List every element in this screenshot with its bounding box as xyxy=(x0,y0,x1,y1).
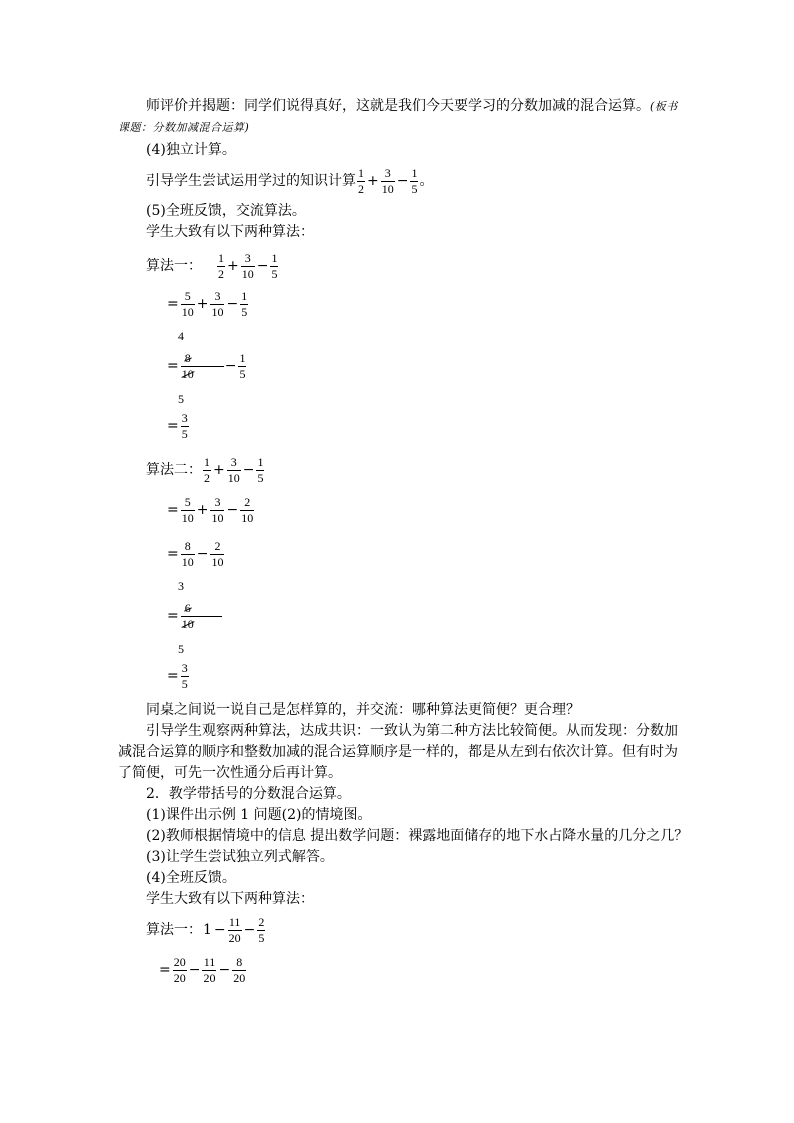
denominator: 2 xyxy=(358,181,364,196)
cancelled-denominator: 10 xyxy=(181,366,194,381)
numerator: 1 xyxy=(257,454,264,469)
math-operator: = xyxy=(167,502,179,518)
denominator: 2 xyxy=(218,266,224,281)
denominator: 5 xyxy=(181,676,188,691)
denominator: 5 xyxy=(271,266,278,281)
paragraph-evaluation xyxy=(146,98,678,114)
method2-cancel-top: 3 xyxy=(178,579,184,593)
numerator: 1 xyxy=(411,165,418,180)
math-operator: − xyxy=(188,962,201,978)
numerator: 2 xyxy=(244,494,251,509)
math-operator: + xyxy=(196,296,209,312)
method3-expr1 xyxy=(158,956,247,985)
denominator: 5 xyxy=(181,426,188,441)
method1-line2 xyxy=(166,350,247,382)
numerator: 3 xyxy=(244,250,251,265)
method1-expr0 xyxy=(216,252,279,281)
denominator: 10 xyxy=(211,554,224,569)
denominator: 2 xyxy=(204,470,210,485)
math-operator: − xyxy=(218,962,231,978)
denominator: 10 xyxy=(211,510,224,525)
fraction xyxy=(217,252,225,281)
numerator: 20 xyxy=(173,954,186,969)
numerator: 2 xyxy=(258,914,265,929)
denominator: 5 xyxy=(239,366,246,381)
denominator: 10 xyxy=(181,304,194,319)
step-b2: (2)教师根据情境中的信息 提出数学问题：裸露地面储存的地下水占降水量的几分之几？ xyxy=(146,828,689,844)
method1-expr1 xyxy=(166,290,249,319)
method2-line1 xyxy=(166,494,255,526)
method2-expr1 xyxy=(166,496,255,525)
method2-line3 xyxy=(166,600,222,632)
guide-text: 引导学生尝试运用学过的知识计算 xyxy=(146,173,356,189)
guide-expression xyxy=(356,167,419,196)
numerator: 2 xyxy=(214,538,221,553)
fraction xyxy=(240,290,248,319)
method2-label: 算法二： xyxy=(146,462,202,478)
denominator: 10 xyxy=(227,470,240,485)
fraction-bar-extension xyxy=(194,366,224,367)
math-operator: + xyxy=(367,173,379,189)
numerator: 11 xyxy=(203,954,216,969)
numerator: 8 xyxy=(184,538,191,553)
math-operator: − xyxy=(256,258,269,274)
math-operator: − xyxy=(242,462,255,478)
numerator: 3 xyxy=(230,454,237,469)
observe-line1: 引导学生观察两种算法，达成共识：一致认为第二种方法比较简便。从而发现：分数加 xyxy=(146,723,678,739)
cancelled-denominator: 10 xyxy=(181,616,194,631)
numerator: 1 xyxy=(204,454,210,469)
math-operator: − xyxy=(243,922,256,938)
method2-line0 xyxy=(146,454,265,486)
math-operator: + xyxy=(227,258,239,274)
fraction xyxy=(181,412,189,441)
evaluation-text: 师评价并揭题：同学们说得真好，这就是我们今天要学习的分数加减的混合运算。 xyxy=(146,98,650,114)
denominator: 10 xyxy=(181,554,194,569)
method2-line2 xyxy=(166,538,225,570)
numerator: 1 xyxy=(241,288,248,303)
numerator: 3 xyxy=(214,494,221,509)
denominator: 20 xyxy=(203,970,216,985)
step-b1: (1)课件出示例 1 问题(2)的情境图。 xyxy=(146,807,372,823)
method2-line4 xyxy=(166,660,190,692)
denominator: 10 xyxy=(211,304,224,319)
math-operator: + xyxy=(213,462,225,478)
fraction-bar-extension xyxy=(194,616,222,617)
numerator: 3 xyxy=(384,165,391,180)
cancelled-numerator: 8 xyxy=(184,350,191,365)
cancelled-numerator: 6 xyxy=(184,600,191,615)
method1-cancel-bottom: 5 xyxy=(178,392,184,406)
numerator: 1 xyxy=(271,250,278,265)
math-operator: 1 xyxy=(203,922,212,938)
fraction xyxy=(410,167,418,196)
fraction xyxy=(181,290,195,319)
math-operator: − xyxy=(226,502,239,518)
step-b3: (3)让学生尝试独立列式解答。 xyxy=(146,849,334,865)
method1-line3 xyxy=(166,410,190,442)
denominator: 5 xyxy=(257,470,264,485)
fraction xyxy=(210,540,224,569)
numerator: 3 xyxy=(214,288,221,303)
denominator: 10 xyxy=(241,510,254,525)
step-b4: (4)全班反馈。 xyxy=(146,870,236,886)
method3-expr0 xyxy=(202,916,266,945)
fraction xyxy=(270,252,278,281)
observe-line3: 了简便，可先一次性通分后再计算。 xyxy=(118,765,342,781)
two-methods-intro-2: 学生大致有以下两种算法： xyxy=(146,891,314,907)
equals-sign: = xyxy=(167,608,179,624)
method2-expr2 xyxy=(166,540,225,569)
numerator: 3 xyxy=(181,660,188,675)
math-operator: = xyxy=(167,668,179,684)
math-operator: − xyxy=(224,358,237,374)
denominator: 5 xyxy=(258,930,265,945)
board-note-cont: 课题：分数加减混合运算) xyxy=(118,121,250,134)
math-operator: − xyxy=(226,296,239,312)
numerator: 11 xyxy=(228,914,241,929)
cancelled-fraction xyxy=(181,352,195,381)
guide-line xyxy=(146,166,433,196)
cancelled-fraction xyxy=(181,602,195,631)
math-operator: + xyxy=(196,502,209,518)
equals-sign: = xyxy=(167,358,179,374)
fraction xyxy=(241,252,255,281)
denominator: 5 xyxy=(411,181,418,196)
math-operator: − xyxy=(396,173,409,189)
math-operator: = xyxy=(159,962,171,978)
fraction xyxy=(240,496,254,525)
fraction xyxy=(203,456,211,485)
two-methods-intro: 学生大致有以下两种算法： xyxy=(146,224,314,240)
fraction xyxy=(232,956,246,985)
math-operator: = xyxy=(167,418,179,434)
numerator: 1 xyxy=(218,250,224,265)
fraction xyxy=(381,167,395,196)
method1-expr2-rest xyxy=(224,352,248,381)
fraction xyxy=(238,352,246,381)
guide-end: 。 xyxy=(419,173,434,189)
step-5: (5)全班反馈，交流算法。 xyxy=(146,203,306,219)
method1-label: 算法一： xyxy=(146,258,202,274)
method1-line1 xyxy=(166,288,249,320)
denominator: 20 xyxy=(173,970,186,985)
math-operator: = xyxy=(167,546,179,562)
method2-expr0 xyxy=(202,456,265,485)
method2-cancel-bottom: 5 xyxy=(178,642,184,656)
denominator: 20 xyxy=(228,930,241,945)
fraction xyxy=(228,916,242,945)
fraction xyxy=(181,662,189,691)
numerator: 5 xyxy=(184,288,191,303)
method2-expr4 xyxy=(166,662,190,691)
fraction xyxy=(181,496,195,525)
math-operator: − xyxy=(213,922,226,938)
fraction xyxy=(256,456,264,485)
fraction xyxy=(257,916,265,945)
math-operator: − xyxy=(196,546,209,562)
fraction xyxy=(181,540,195,569)
denominator: 5 xyxy=(241,304,248,319)
fraction xyxy=(210,496,224,525)
fraction xyxy=(202,956,216,985)
numerator: 1 xyxy=(358,165,364,180)
method3-label: 算法一： xyxy=(146,922,202,938)
method1-cancel-top: 4 xyxy=(178,329,184,343)
fraction xyxy=(173,956,187,985)
method1-expr3 xyxy=(166,412,190,441)
fraction xyxy=(227,456,241,485)
numerator: 1 xyxy=(239,350,246,365)
method3-line0 xyxy=(146,914,266,946)
denominator: 10 xyxy=(381,181,394,196)
observe-line2: 减混合运算的顺序和整数加减的混合运算顺序是一样的，都是从左到右依次计算。但有时为 xyxy=(118,744,678,760)
desk-discussion: 同桌之间说一说自己是怎样算的，并交流：哪种算法更简便？更合理？ xyxy=(146,702,580,718)
fraction xyxy=(357,167,365,196)
method1-line0 xyxy=(146,250,279,282)
section-2-title: 2．教学带括号的分数混合运算。 xyxy=(146,786,351,802)
numerator: 8 xyxy=(236,954,243,969)
math-operator: = xyxy=(167,296,179,312)
fraction xyxy=(210,290,224,319)
denominator: 10 xyxy=(181,510,194,525)
step-4: (4)独立计算。 xyxy=(146,142,236,158)
board-note: (板书 xyxy=(650,100,678,113)
numerator: 5 xyxy=(184,494,191,509)
method3-line1 xyxy=(158,954,247,986)
numerator: 3 xyxy=(181,410,188,425)
denominator: 10 xyxy=(241,266,254,281)
denominator: 20 xyxy=(233,970,246,985)
